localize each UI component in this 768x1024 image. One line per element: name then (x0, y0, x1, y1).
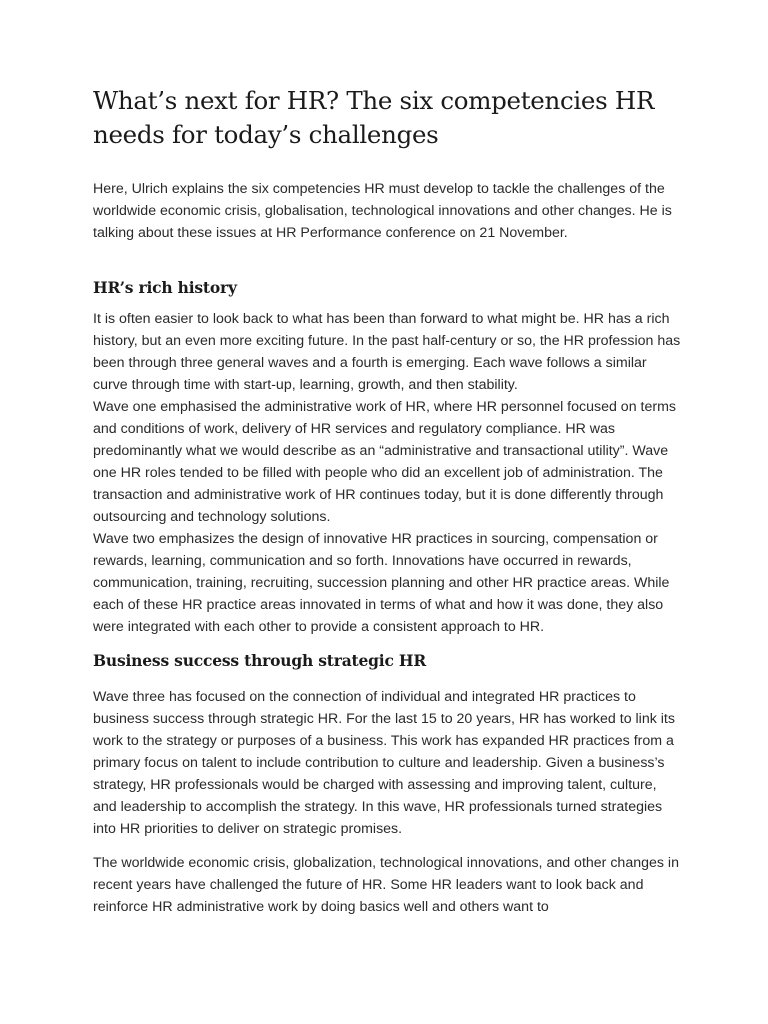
intro-paragraph: Here, Ulrich explains the six competencies HR must develop to tackle the challenges of the worldwide economic crisis, globalisation, technological innovations and other changes. He is talking about these issues at HR Performance conference on 21 November. (93, 181, 672, 241)
strategic-paragraph-2: The worldwide economic crisis, globalization, technological innovations, and other changes in recent years have challenged the future of HR. Some HR leaders want to look back and reinforce HR administrative work by doing basics well and others want to (93, 855, 679, 915)
history-paragraph-3: Wave two emphasizes the design of innovative HR practices in sourcing, compensation or rewards, learning, communication and so forth. Innovations have occurred in rewards, communication, training, recruiting, succession planning and other HR practice areas. While each of these HR practice areas innovated in terms of what and how it was done, they also were integrated with each other to provide a consistent approach to HR. (93, 531, 670, 635)
article-title: What’s next for HR? The six competencies HR needs for today’s challenges (93, 86, 655, 149)
section-heading-history: HR’s rich history (93, 278, 237, 297)
strategic-paragraph-1: Wave three has focused on the connection of individual and integrated HR practices to business success through strategic HR. For the last 15 to 20 years, HR has worked to link its work to the strategy or purposes of a business. This work has expanded HR practices from a primary focus on talent to include contribution to culture and leadership. Given a business’s strategy, HR professionals would be charged with assessing and improving talent, culture, and leadership to accomplish the strategy. In this wave, HR professionals turned strategies into HR priorities to deliver on strategic promises. (93, 689, 675, 837)
section-heading-strategic: Business success through strategic HR (93, 651, 427, 670)
history-paragraph-2: Wave one emphasised the administrative work of HR, where HR personnel focused on terms and conditions of work, delivery of HR services and regulatory compliance. HR was predominantly what we would describe as an “administrative and transactional utility”. Wave one HR roles tended to be filled with people who did an excellent job of administration. The transaction and administrative work of HR continues today, but it is done differently through outsourcing and technology solutions. (93, 399, 677, 525)
history-paragraph-1: It is often easier to look back to what has been than forward to what might be. HR has a rich history, but an even more exciting future. In the past half-century or so, the HR profession has been through three general waves and a fourth is emerging. Each wave follows a similar curve through time with start-up, learning, growth, and then stability. (93, 311, 681, 393)
